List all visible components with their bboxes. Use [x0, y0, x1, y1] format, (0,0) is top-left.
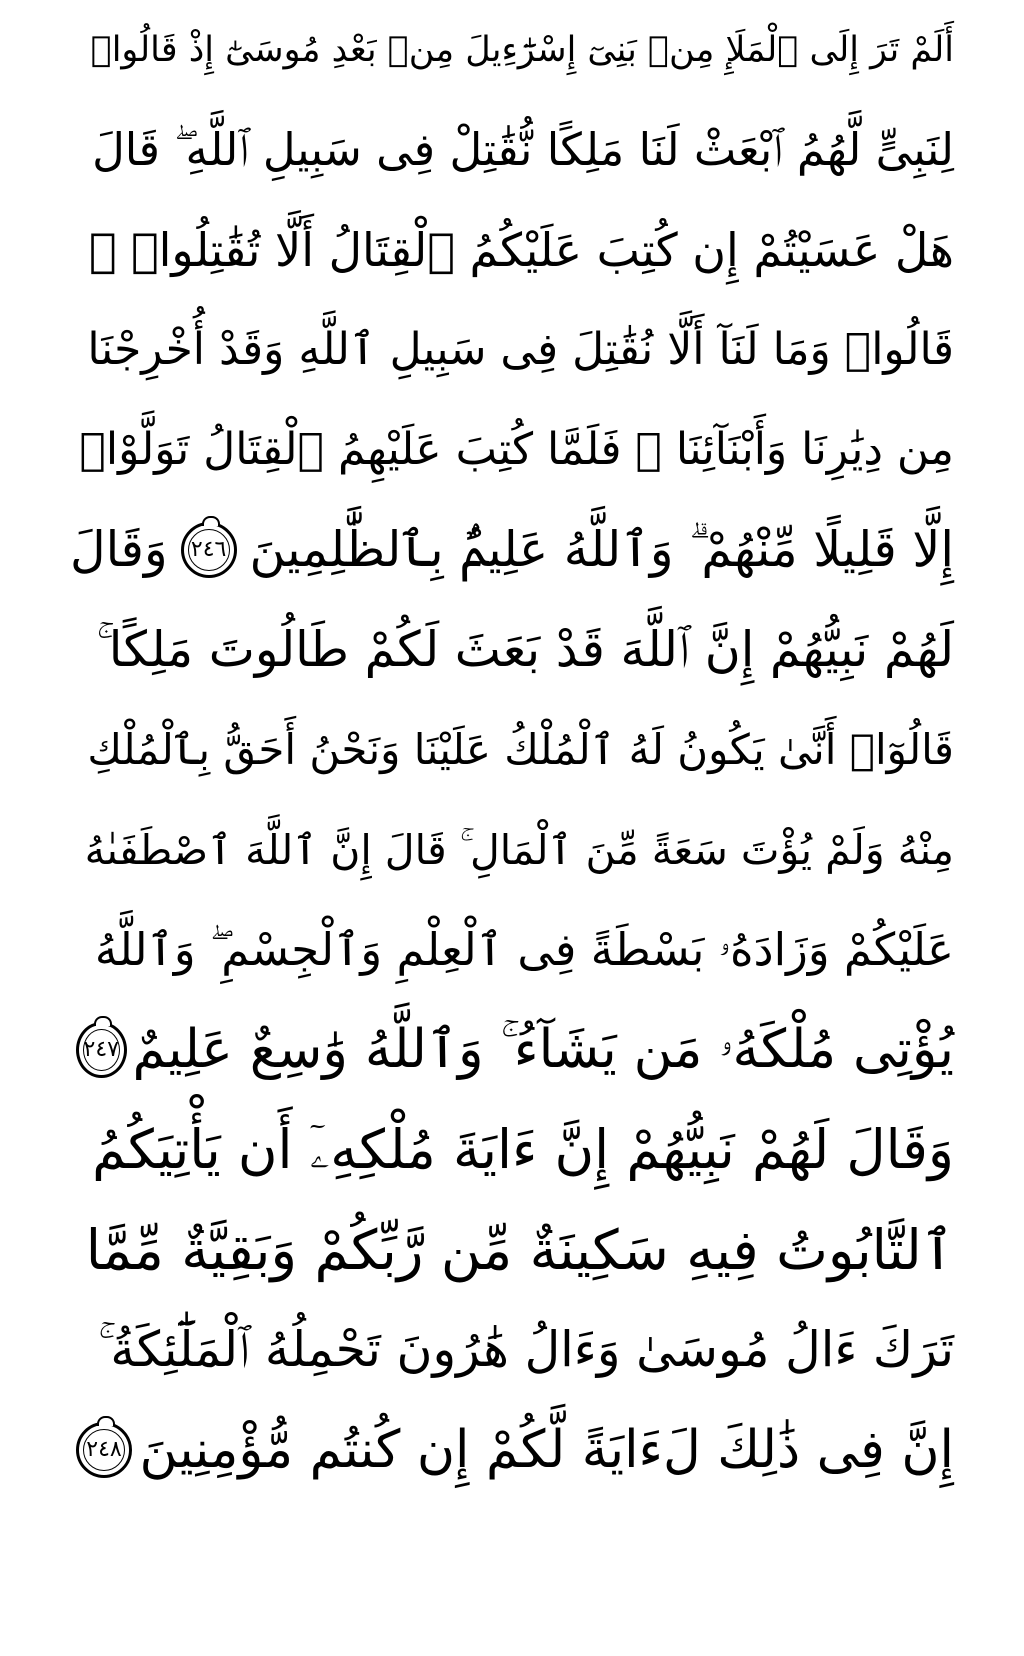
line-text: لَهُمْ نَبِيُّهُمْ إِنَّ ٱللَّهَ قَدْ بَعَثَ لَكُمْ طَالُوتَ مَلِكًا ۚ: [96, 621, 954, 678]
verse-line-7: [70, 600, 954, 700]
line-text: ٱلتَّابُوتُ فِيهِ سَكِينَةٌ مِّن رَّبِّكُمْ وَبَقِيَّةٌ مِّمَّا: [85, 1218, 954, 1282]
verse-line-9: [70, 800, 954, 900]
verse-line-8: [70, 700, 954, 800]
line-text: لِنَبِىٍّ لَّهُمُ ٱبْعَثْ لَنَا مَلِكًا نُّقَٰتِلْ فِى سَبِيلِ ٱللَّهِ ۖ قَالَ: [92, 123, 954, 176]
verse-line-10: [70, 900, 954, 1000]
line-text: عَلَيْكُمْ وَزَادَهُۥ بَسْطَةً فِى ٱلْعِلْمِ وَٱلْجِسْمِ ۖ وَٱللَّهُ: [94, 923, 954, 976]
verse-line-14: [70, 1300, 954, 1400]
verse-line-15: [70, 1400, 954, 1500]
verse-line-2: [70, 100, 954, 200]
line-text: إِنَّ فِى ذَٰلِكَ لَءَايَةً لَّكُمْ إِن كُنتُم مُّؤْمِنِينَ: [139, 1420, 954, 1480]
ayah-number-marker: ٢٤٧: [76, 1022, 127, 1078]
line-text: هَلْ عَسَيْتُمْ إِن كُتِبَ عَلَيْكُمُ ٱلْقِتَالُ أَلَّا تُقَٰتِلُوا۟ ۖ: [88, 223, 954, 277]
line-text: قَالُوٓا۟ أَنَّىٰ يَكُونُ لَهُ ٱلْمُلْكُ عَلَيْنَا وَنَحْنُ أَحَقُّ بِٱلْمُلْكِ: [87, 725, 954, 774]
line-text: تَرَكَ ءَالُ مُوسَىٰ وَءَالُ هَٰرُونَ تَحْمِلُهُ ٱلْمَلَٰٓئِكَةُ ۚ: [98, 1321, 954, 1378]
verse-line-3: [70, 200, 954, 300]
verse-line-5: [70, 400, 954, 500]
line-text: مِن دِيَٰرِنَا وَأَبْنَآئِنَا ۖ فَلَمَّا كُتِبَ عَلَيْهِمُ ٱلْقِتَالُ تَوَلَّوْا۟: [79, 424, 954, 475]
line-text: وَقَالَ لَهُمْ نَبِيُّهُمْ إِنَّ ءَايَةَ مُلْكِهِۦٓ أَن يَأْتِيَكُمُ: [92, 1118, 954, 1181]
line-text-tail: وَقَالَ: [70, 521, 168, 578]
line-text: قَالُوا۟ وَمَا لَنَآ أَلَّا نُقَٰتِلَ فِى سَبِيلِ ٱللَّهِ وَقَدْ أُخْرِجْنَا: [87, 324, 954, 375]
line-text: مِنْهُ وَلَمْ يُؤْتَ سَعَةً مِّنَ ٱلْمَالِ ۚ قَالَ إِنَّ ٱللَّهَ ٱصْطَفَىٰهُ: [84, 826, 954, 874]
line-text: إِلَّا قَلِيلًا مِّنْهُمْ ۗ وَٱللَّهُ عَلِيمٌۢ بِٱلظَّٰلِمِينَ: [249, 521, 954, 578]
line-text: يُؤْتِى مُلْكَهُۥ مَن يَشَآءُ ۚ وَٱللَّهُ وَٰسِعٌ عَلِيمٌ: [132, 1019, 954, 1080]
verse-line-1: [70, 0, 954, 100]
verse-line-4: [70, 300, 954, 400]
verse-line-13: [70, 1200, 954, 1300]
verse-line-6: [70, 500, 954, 600]
verse-line-11: [70, 1000, 954, 1100]
ayah-number-marker: ٢٤٨: [76, 1422, 132, 1478]
line-text: أَلَمْ تَرَ إِلَى ٱلْمَلَإِ مِنۢ بَنِىٓ إِسْرَٰٓءِيلَ مِنۢ بَعْدِ مُوسَىٰٓ إِذْ قَالُوا۟: [90, 30, 954, 70]
verse-line-12: [70, 1100, 954, 1200]
ayah-number-marker: ٢٤٦: [181, 522, 237, 578]
